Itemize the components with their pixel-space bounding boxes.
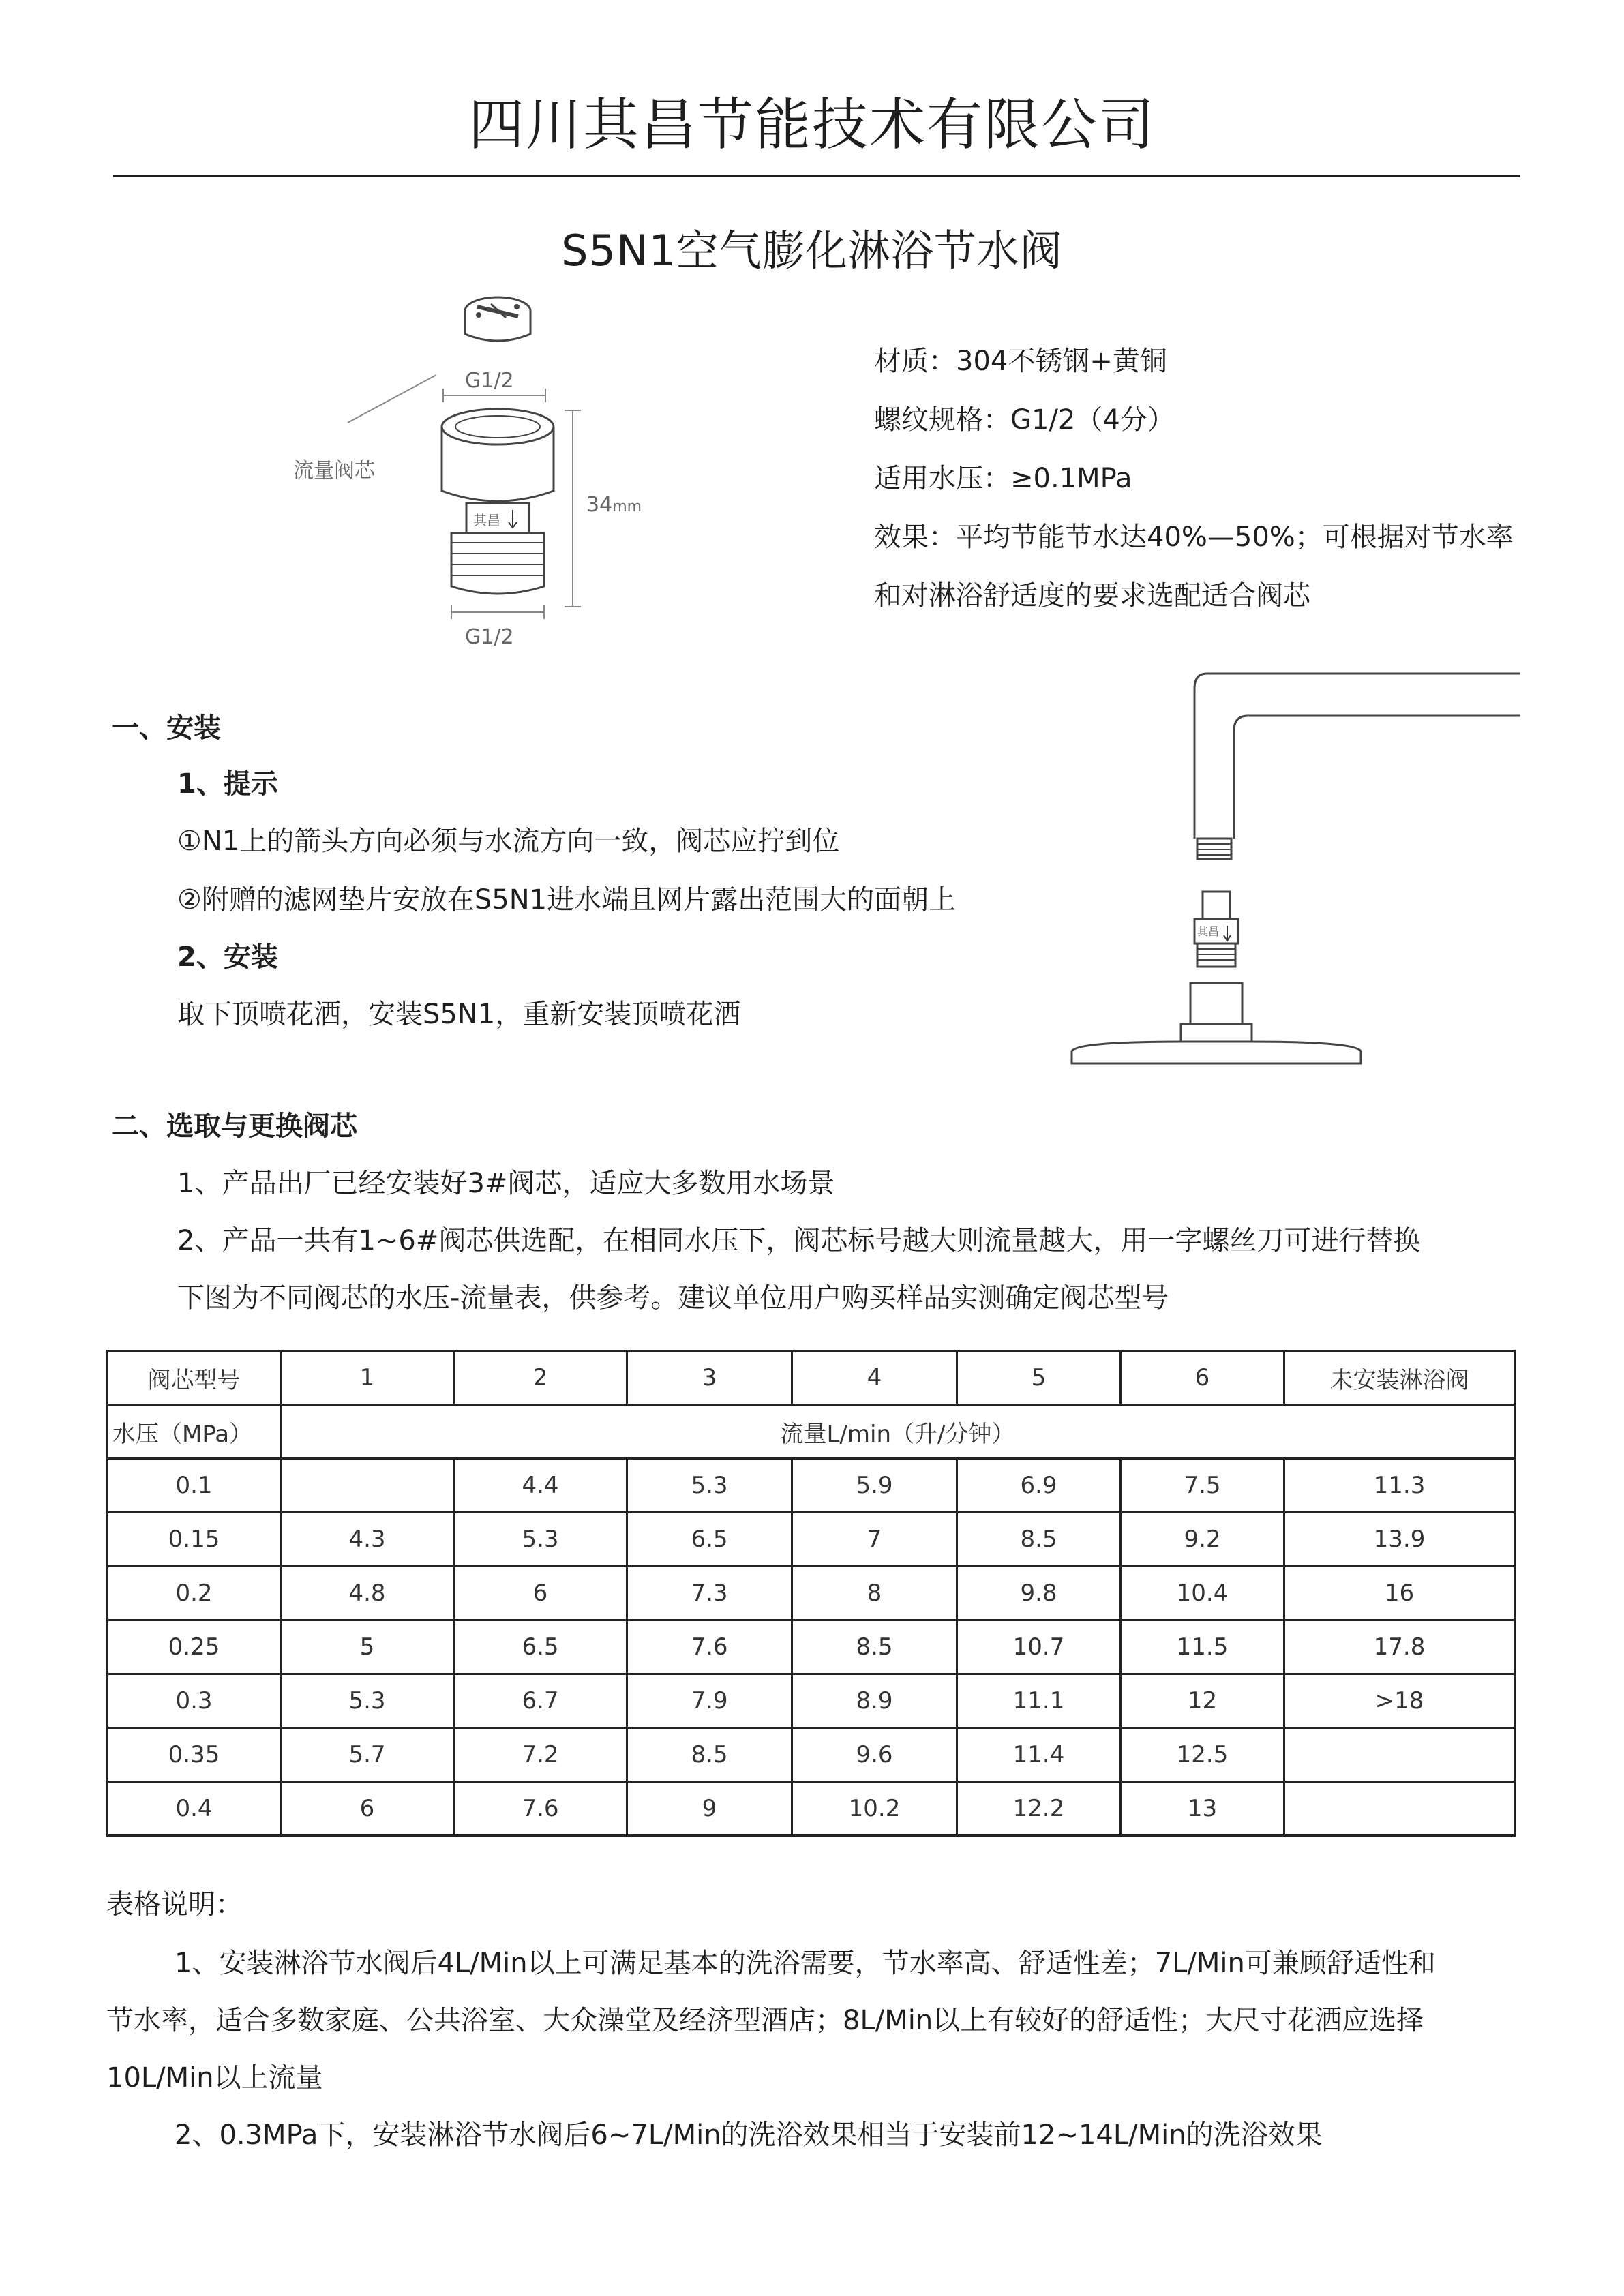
flow-label: 流量L/min（升/分钟） — [281, 1405, 1515, 1459]
table-cell: 6.5 — [627, 1513, 792, 1567]
table-cell: 9.2 — [1121, 1513, 1284, 1567]
table-cell: 10.4 — [1121, 1567, 1284, 1620]
table-header-cell: 4 — [792, 1351, 957, 1405]
spec-effect-cont: 和对淋浴舒适度的要求选配适合阀芯 — [874, 580, 1310, 611]
table-cell: 5.3 — [627, 1459, 792, 1513]
table-cell: 13 — [1121, 1782, 1284, 1836]
notes-title: 表格说明： — [106, 1889, 243, 1920]
table-cell: 12.2 — [957, 1782, 1121, 1836]
table-cell: 0.4 — [108, 1782, 281, 1836]
table-cell: 11.5 — [1121, 1620, 1284, 1674]
height-label: 34mm — [586, 493, 642, 517]
note-1-line-2: 节水率，适合多数家庭、公共浴室、大众澡堂及经济型酒店；8L/Min以上有较好的舒适性；大尺寸花洒应选择 — [106, 2005, 1424, 2036]
table-row — [108, 1782, 1515, 1836]
table-cell: 0.25 — [108, 1620, 281, 1674]
table-cell: 5.9 — [792, 1459, 957, 1513]
tips-heading: 1、提示 — [177, 768, 278, 800]
header-divider — [113, 175, 1520, 177]
install-subheading: 2、安装 — [177, 941, 278, 973]
table-cell: 5.3 — [281, 1674, 454, 1728]
table-header-cell: 6 — [1121, 1351, 1284, 1405]
select-heading: 二、选取与更换阀芯 — [112, 1111, 357, 1142]
pressure-flow-table — [106, 1350, 1516, 1837]
table-cell: 11.1 — [957, 1674, 1121, 1728]
table-cell: 0.15 — [108, 1513, 281, 1567]
table-cell: 8.5 — [957, 1513, 1121, 1567]
table-cell: 9 — [627, 1782, 792, 1836]
table-cell: 6.9 — [957, 1459, 1121, 1513]
table-cell: 9.6 — [792, 1728, 957, 1782]
table-cell: 0.35 — [108, 1728, 281, 1782]
install-text: 取下顶喷花洒，安装S5N1，重新安装顶喷花洒 — [177, 999, 741, 1030]
table-cell: 7.9 — [627, 1674, 792, 1728]
company-name: 四川其昌节能技术有限公司 — [468, 93, 1156, 157]
brand-mark: 其昌 — [1197, 925, 1220, 938]
table-row — [108, 1728, 1515, 1782]
spec-effect: 效果：平均节能节水达40%—50%；可根据对节水率 — [874, 522, 1514, 553]
bottom-thread-label: G1/2 — [465, 625, 514, 649]
installation-illustration — [1064, 668, 1527, 1091]
select-p1: 1、产品出厂已经安装好3#阀芯，适应大多数用水场景 — [177, 1168, 835, 1199]
table-cell: 11.4 — [957, 1728, 1121, 1782]
select-p2: 2、产品一共有1~6#阀芯供选配，在相同水压下，阀芯标号越大则流量越大，用一字螺丝刀可进行替换 — [177, 1225, 1421, 1256]
table-row — [108, 1459, 1515, 1513]
table-cell: 8.5 — [627, 1728, 792, 1782]
table-cell: 11.3 — [1284, 1459, 1515, 1513]
table-cell: 9.8 — [957, 1567, 1121, 1620]
table-cell: 7.5 — [1121, 1459, 1284, 1513]
install-heading: 一、安装 — [112, 712, 221, 744]
table-subheader-row — [108, 1405, 1515, 1459]
tip-2: ②附赠的滤网垫片安放在S5N1进水端且网片露出范围大的面朝上 — [177, 884, 957, 916]
table-header-cell: 阀芯型号 — [108, 1351, 281, 1405]
table-cell: 8.9 — [792, 1674, 957, 1728]
table-cell: 8 — [792, 1567, 957, 1620]
table-cell: 17.8 — [1284, 1620, 1515, 1674]
table-cell: 7 — [792, 1513, 957, 1567]
tip-1: ①N1上的箭头方向必须与水流方向一致，阀芯应拧到位 — [177, 826, 840, 857]
product-title: S5N1空气膨化淋浴节水阀 — [561, 226, 1063, 275]
table-cell: 6.5 — [454, 1620, 627, 1674]
table-cell: 6 — [281, 1782, 454, 1836]
table-cell — [281, 1459, 454, 1513]
table-cell: 0.3 — [108, 1674, 281, 1728]
table-row — [108, 1674, 1515, 1728]
flow-core-label: 流量阀芯 — [293, 459, 375, 483]
table-cell: 10.7 — [957, 1620, 1121, 1674]
table-header-cell: 2 — [454, 1351, 627, 1405]
spec-pressure: 适用水压：≥0.1MPa — [874, 463, 1132, 494]
note-1-line-1: 1、安装淋浴节水阀后4L/Min以上可满足基本的洗浴需要，节水率高、舒适性差；7L/Min可兼顾舒适性和 — [175, 1948, 1436, 1979]
top-thread-label: G1/2 — [465, 369, 514, 393]
table-cell: >18 — [1284, 1674, 1515, 1728]
table-cell: 7.6 — [627, 1620, 792, 1674]
select-p3: 下图为不同阀芯的水压-流量表，供参考。建议单位用户购买样品实测确定阀芯型号 — [177, 1282, 1169, 1314]
table-cell: 4.8 — [281, 1567, 454, 1620]
note-2: 2、0.3MPa下，安装淋浴节水阀后6~7L/Min的洗浴效果相当于安装前12~14L/Min的洗浴效果 — [175, 2119, 1323, 2151]
table-cell: 7.6 — [454, 1782, 627, 1836]
table-cell: 0.2 — [108, 1567, 281, 1620]
pressure-label: 水压（MPa） — [108, 1405, 281, 1459]
table-cell — [1284, 1782, 1515, 1836]
valve-body-illustration — [442, 409, 554, 594]
table-header-row — [108, 1351, 1515, 1405]
table-header-cell: 1 — [281, 1351, 454, 1405]
table-header-cell: 5 — [957, 1351, 1121, 1405]
note-1-line-3: 10L/Min以上流量 — [106, 2062, 323, 2094]
brand-mark: 其昌 — [473, 512, 500, 528]
valve-diagram — [273, 286, 695, 668]
table-row — [108, 1620, 1515, 1674]
table-cell: 13.9 — [1284, 1513, 1515, 1567]
table-cell: 7.3 — [627, 1567, 792, 1620]
table-cell: 0.1 — [108, 1459, 281, 1513]
table-cell: 5.3 — [454, 1513, 627, 1567]
table-cell: 7.2 — [454, 1728, 627, 1782]
flow-core-illustration — [465, 297, 530, 341]
table-header-cell: 未安装淋浴阀 — [1284, 1351, 1515, 1405]
table-cell: 10.2 — [792, 1782, 957, 1836]
spec-thread: 螺纹规格：G1/2（4分） — [874, 404, 1175, 436]
table-cell: 12.5 — [1121, 1728, 1284, 1782]
spec-material: 材质：304不锈钢+黄铜 — [874, 346, 1167, 377]
table-row — [108, 1567, 1515, 1620]
table-cell: 5.7 — [281, 1728, 454, 1782]
table-cell: 5 — [281, 1620, 454, 1674]
table-cell: 12 — [1121, 1674, 1284, 1728]
table-cell: 4.4 — [454, 1459, 627, 1513]
table-cell: 16 — [1284, 1567, 1515, 1620]
table-row — [108, 1513, 1515, 1567]
table-header-cell: 3 — [627, 1351, 792, 1405]
table-cell — [1284, 1728, 1515, 1782]
table-cell: 6 — [454, 1567, 627, 1620]
table-cell: 6.7 — [454, 1674, 627, 1728]
table-cell: 4.3 — [281, 1513, 454, 1567]
table-cell: 8.5 — [792, 1620, 957, 1674]
